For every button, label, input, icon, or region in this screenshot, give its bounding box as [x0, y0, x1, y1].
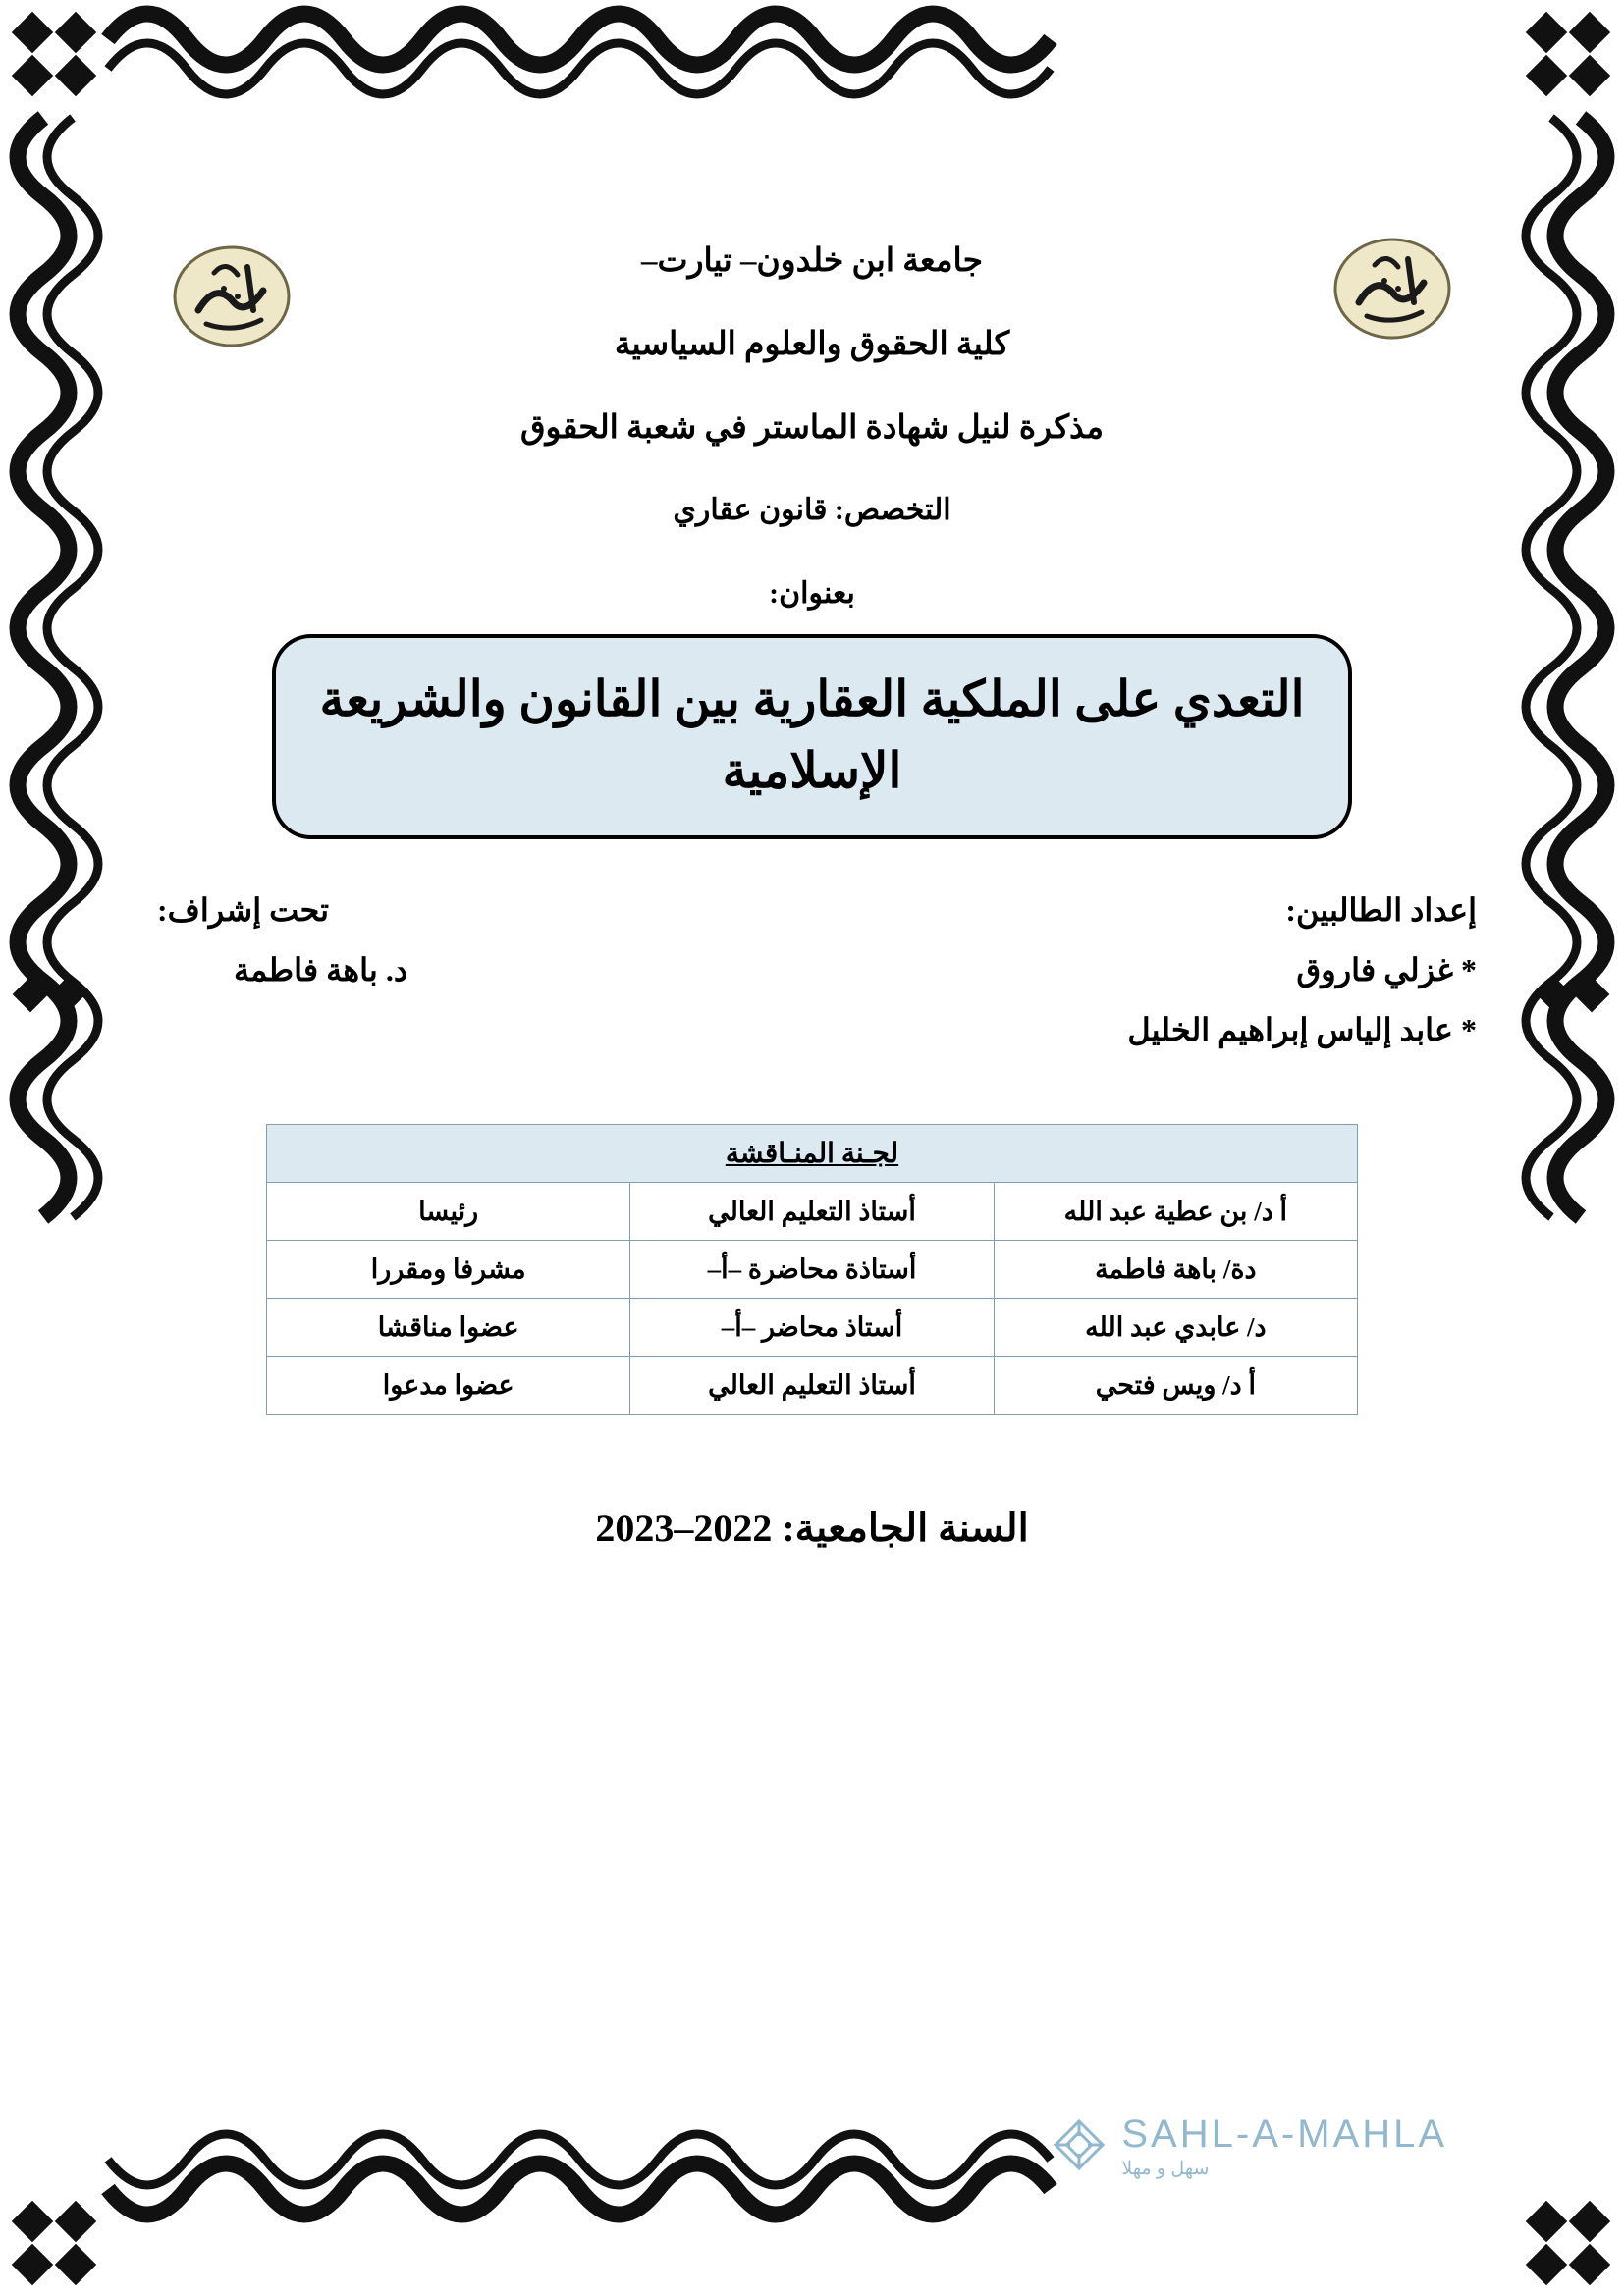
committee-member-role: عضوا مدعوا	[267, 1357, 630, 1415]
committee-member-rank: أستاذ محاضر –أ–	[630, 1299, 994, 1357]
supervisor-name: د. باهة فاطمة	[233, 951, 408, 988]
table-row	[267, 1241, 1358, 1299]
table-row	[267, 1357, 1358, 1415]
committee-member-name: أ د/ بن عطية عبد الله	[994, 1183, 1357, 1241]
specialty-line: التخصص: قانون عقاري	[673, 494, 951, 526]
faculty-name: كلية الحقوق والعلوم السياسية	[614, 327, 1010, 362]
committee-member-name: د/ عابدي عبد الله	[994, 1299, 1357, 1357]
committee-member-rank: أستاذة محاضرة –أ–	[630, 1241, 994, 1299]
cover-page-content	[147, 196, 1477, 2160]
committee-member-name: أ د/ ويس فتحي	[994, 1357, 1357, 1415]
academic-year: السنة الجامعية: 2022–2023	[595, 1506, 1029, 1550]
committee-table-header-row	[267, 1125, 1358, 1183]
student-name-1: * غزلي فاروق	[1296, 951, 1477, 988]
committee-table-title: لجـنة المنـاقشة	[267, 1125, 1358, 1183]
authors-and-supervisor	[147, 881, 1477, 1106]
title-prefix: بعنوان:	[769, 577, 855, 610]
committee-table	[266, 1124, 1358, 1415]
thesis-title-box	[272, 634, 1352, 839]
header-block	[147, 196, 1477, 525]
students-label: إعداد الطالبين:	[1285, 892, 1477, 928]
committee-member-role: رئيسا	[267, 1183, 630, 1241]
committee-member-role: عضوا مناقشا	[267, 1299, 630, 1357]
watermark-sub-text: سهل و مهلا	[1121, 2159, 1210, 2179]
committee-member-rank: أستاذ التعليم العالي	[630, 1357, 994, 1415]
thesis-title: التعدي على الملكية العقارية بين القانون والشريعة الإسلامية	[319, 671, 1305, 798]
watermark-main-text: SAHL-A-MAHLA	[1121, 2112, 1447, 2156]
supervisor-block	[157, 881, 417, 1000]
table-row	[267, 1299, 1358, 1357]
university-logo-right	[1329, 226, 1455, 351]
supervisor-label: تحت إشراف:	[157, 892, 330, 928]
committee-member-rank: أستاذ التعليم العالي	[630, 1183, 994, 1241]
table-row	[267, 1183, 1358, 1241]
committee-member-name: دة/ باهة فاطمة	[994, 1241, 1357, 1299]
university-name: جامعة ابن خلدون– تيارت–	[641, 243, 983, 279]
students-block	[1127, 881, 1477, 1059]
student-name-2: * عابد إلياس إبراهيم الخليل	[1127, 1011, 1477, 1047]
watermark-logo-icon	[1051, 2116, 1108, 2178]
watermark	[1051, 2114, 1447, 2180]
university-logo-left	[169, 234, 295, 359]
degree-line: مذكرة لنيل شهادة الماستر في شعبة الحقوق	[519, 410, 1105, 446]
committee-member-role: مشرفا ومقررا	[267, 1241, 630, 1299]
